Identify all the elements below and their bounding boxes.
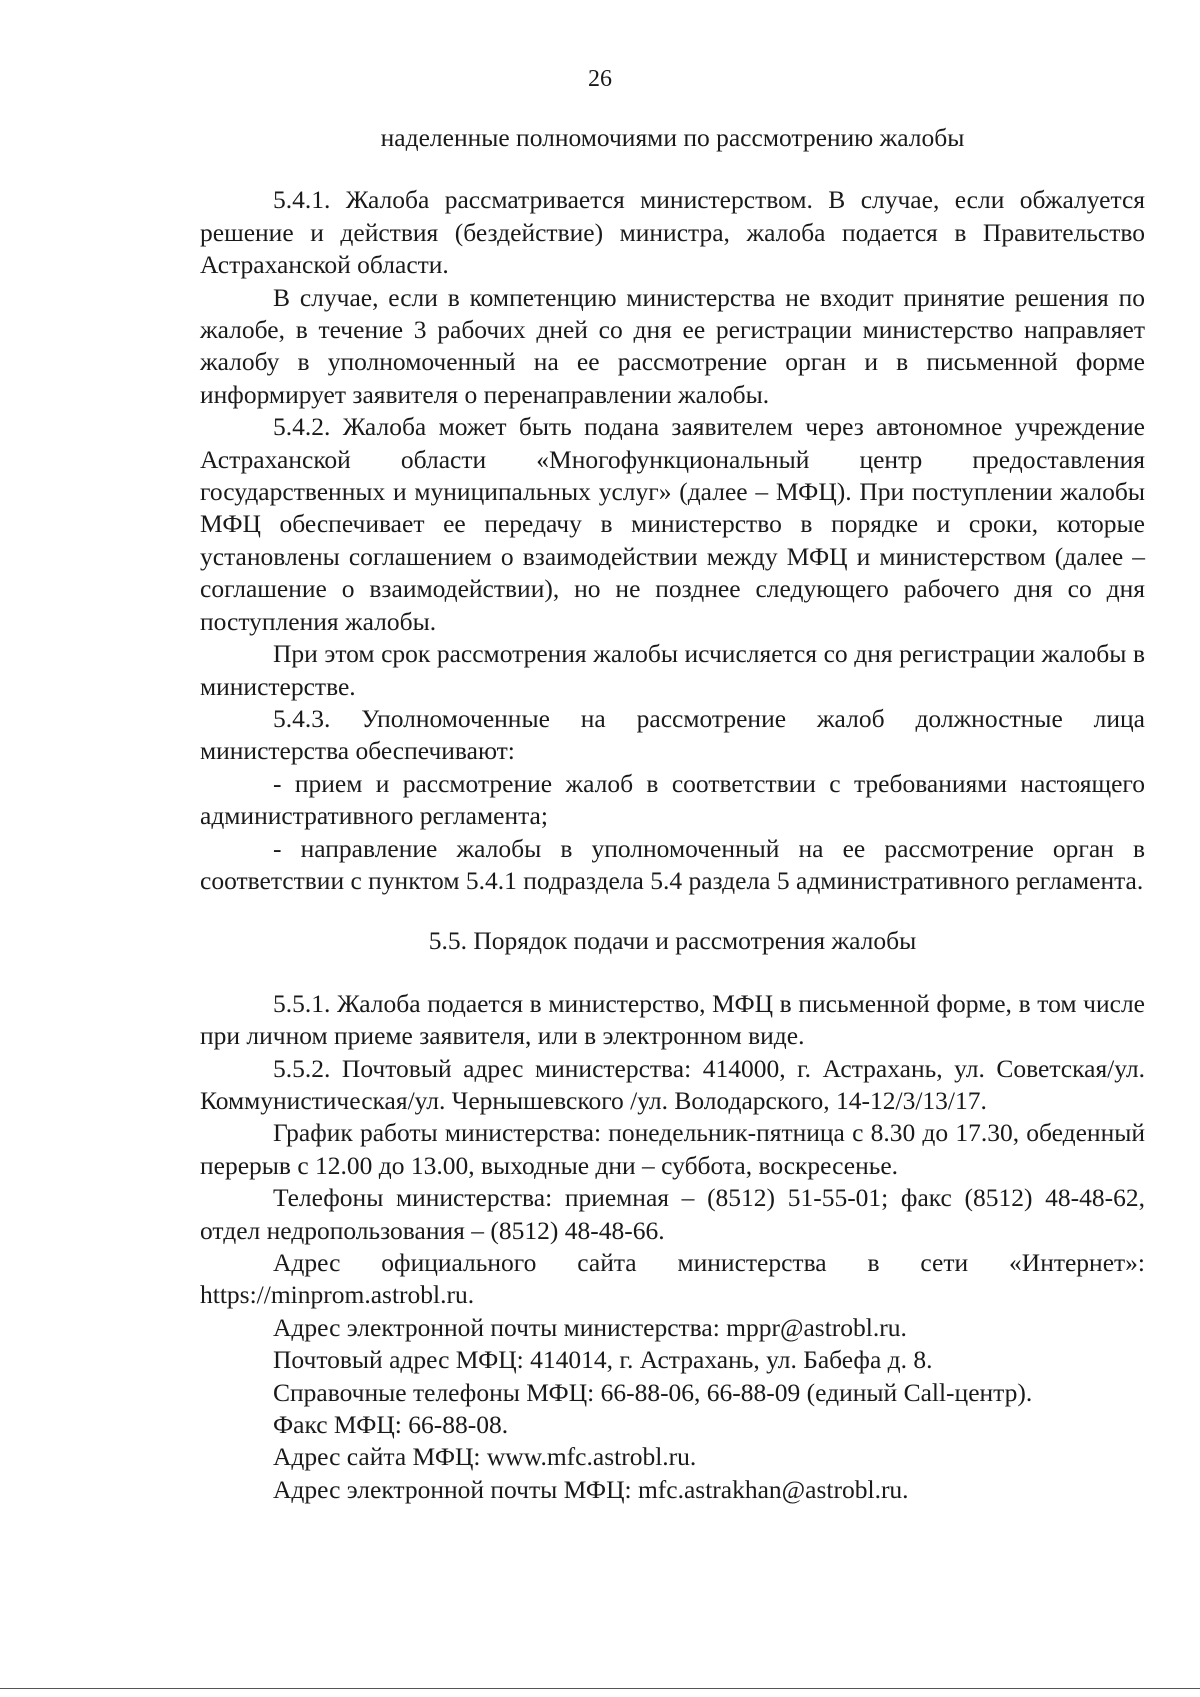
- paragraph-5-5-1: 5.5.1. Жалоба подается в министерство, МФЦ в письменной форме, в том числе при личном приеме заявителя, или в электронном виде.: [200, 988, 1145, 1051]
- spacer: [200, 154, 1145, 184]
- paragraph-5-4-2: 5.4.2. Жалоба может быть подана заявителем через автономное учреждение Астраханской области «Многофункциональный центр предоставления государственных и муниципальных услуг» (далее – МФЦ). При поступлении жалобы МФЦ обеспечивает ее передачу в министерство в порядке и сроки, которые установлены соглашением о взаимодействии между МФЦ и министерством (далее – соглашение о взаимодействии), но не позднее следующего рабочего дня со дня поступления жалобы.: [200, 412, 1145, 636]
- section-5-5-heading: 5.5. Порядок подачи и рассмотрения жалобы: [428, 926, 917, 956]
- paragraph-review-term: При этом срок рассмотрения жалобы исчисляется со дня регистрации жалобы в министерстве.: [200, 639, 1145, 701]
- paragraph-mfc-phones: Справочные телефоны МФЦ: 66-88-06, 66-88-09 (единый Call-центр).: [273, 1377, 1033, 1407]
- document-body: [200, 122, 1145, 1506]
- list-item-forward-complaint: - направление жалобы в уполномоченный на ее рассмотрение орган в соответствии с пунктом 5.4.1 подраздела 5.4 раздела 5 административного регламента.: [200, 833, 1145, 895]
- spacer: [200, 958, 1145, 988]
- paragraph-mfc-postal-address: Почтовый адрес МФЦ: 414014, г. Астрахань, ул. Бабефа д. 8.: [273, 1345, 933, 1375]
- paragraph-ministry-website: Адрес официального сайта министерства в сети «Интернет»: https://minprom.astrobl.ru.: [200, 1248, 1145, 1310]
- list-item-accept-review: - прием и рассмотрение жалоб в соответствии с требованиями настоящего административного регламента;: [200, 768, 1145, 831]
- page-number: 26: [588, 66, 612, 92]
- paragraph-5-5-2-postal-address: 5.5.2. Почтовый адрес министерства: 414000, г. Астрахань, ул. Советская/ул. Коммунистическая/ул. Чернышевского /ул. Володарского, 14-12/3/13/17.: [200, 1053, 1145, 1115]
- bottom-rule-divider: [0, 1688, 1200, 1689]
- paragraph-mfc-email: Адрес электронной почты МФЦ: mfc.astrakhan@astrobl.ru.: [273, 1474, 909, 1504]
- paragraph-5-4-1: 5.4.1. Жалоба рассматривается министерством. В случае, если обжалуется решение и действия (бездействие) министра, жалоба подается в Правительство Астраханской области.: [200, 185, 1145, 280]
- paragraph-5-4-3: 5.4.3. Уполномоченные на рассмотрение жалоб должностные лица министерства обеспечивают:: [200, 703, 1145, 766]
- paragraph-work-schedule: График работы министерства: понедельник-пятница с 8.30 до 17.30, обеденный перерыв с 12.00 до 13.00, выходные дни – суббота, воскресенье.: [200, 1118, 1145, 1180]
- paragraph-ministry-phones: Телефоны министерства: приемная – (8512) 51-55-01; факс (8512) 48-48-62, отдел недропользования – (8512) 48-48-66.: [200, 1183, 1145, 1245]
- paragraph-mfc-website: Адрес сайта МФЦ: www.mfc.astrobl.ru.: [273, 1442, 697, 1472]
- section-5-4-heading-tail: наделенные полномочиями по рассмотрению жалобы: [380, 123, 965, 152]
- paragraph-redirect-complaint: В случае, если в компетенцию министерства не входит принятие решения по жалобе, в течение 3 рабочих дней со дня ее регистрации министерство направляет жалобу в уполномоченный на ее рассмотрение орган и в письменной форме информирует заявителя о перенаправлении жалобы.: [200, 282, 1145, 409]
- paragraph-ministry-email: Адрес электронной почты министерства: mppr@astrobl.ru.: [273, 1312, 907, 1342]
- spacer: [200, 897, 1145, 925]
- paragraph-mfc-fax: Факс МФЦ: 66-88-08.: [273, 1410, 509, 1440]
